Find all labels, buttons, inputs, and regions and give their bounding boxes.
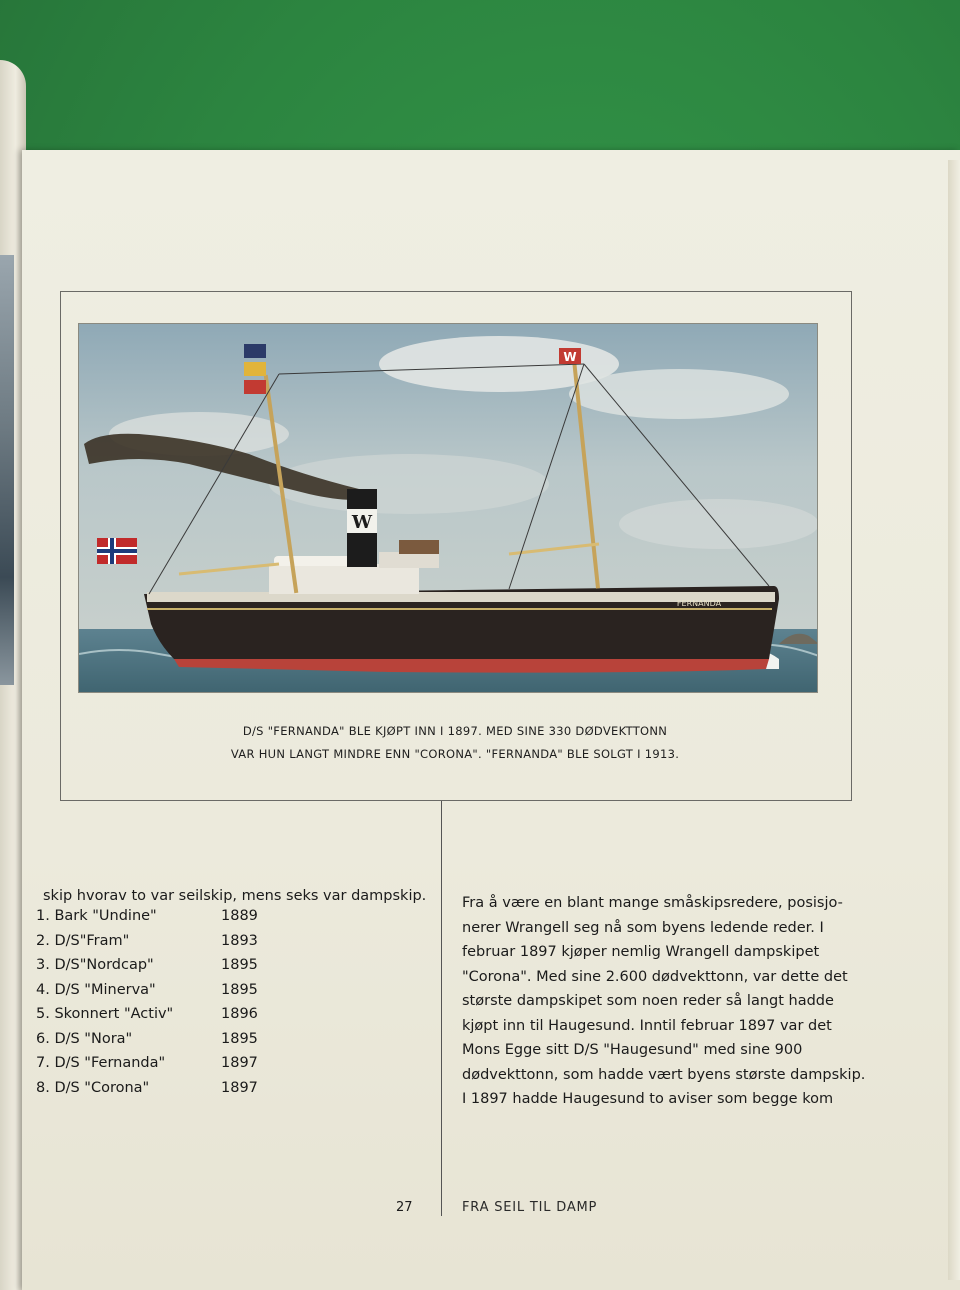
ship-name: 2. D/S"Fram" — [36, 932, 130, 949]
ship-year: 1895 — [221, 981, 258, 998]
paragraph-line: "Corona". Med sine 2.600 dødvekttonn, var dette det — [462, 968, 848, 985]
page-number: 27 — [396, 1200, 413, 1215]
paragraph-line: nerer Wrangell seg nå som byens ledende reder. I — [462, 919, 824, 936]
ship-year: 1896 — [221, 1006, 258, 1022]
ship-year: 1897 — [221, 1079, 258, 1096]
paragraph-line: Mons Egge sitt D/S "Haugesund" med sine 900 — [462, 1042, 803, 1058]
intro-text: skip hvorav to var seilskip, mens seks var dampskip. — [43, 888, 427, 904]
list-item — [36, 932, 423, 958]
signal-flag — [244, 380, 266, 394]
paragraph-line: dødvekttonn, som hadde vært byens største dampskip. — [462, 1066, 866, 1083]
house-flag-letter: W — [563, 350, 577, 364]
sheer-stripe — [147, 608, 772, 610]
running-head: FRA SEIL TIL DAMP — [462, 1200, 598, 1215]
left-column — [36, 888, 427, 1104]
right-column — [462, 891, 892, 1112]
norwegian-ensign — [97, 538, 137, 564]
ship-list — [36, 908, 423, 1104]
paragraph-line: Fra å være en blant mange småskipsredere, posisjo- — [462, 895, 843, 911]
ship-year: 1895 — [221, 1030, 258, 1047]
caption-line-2: VAR HUN LANGT MINDRE ENN "CORONA". "FERNANDA" BLE SOLGT I 1913. — [230, 747, 680, 761]
ship-name: 1. Bark "Undine" — [36, 908, 157, 924]
ship-year: 1895 — [221, 957, 258, 973]
hull-name: FERNANDA — [676, 599, 722, 608]
ship-year: 1889 — [221, 908, 258, 924]
upper-bridge — [379, 552, 439, 568]
paragraph-line: kjøpt inn til Haugesund. Inntil februar 1897 var det — [462, 1017, 832, 1034]
ship-name: 4. D/S "Minerva" — [36, 981, 156, 998]
column-divider — [441, 801, 442, 1216]
list-item — [36, 1030, 423, 1056]
cloud — [569, 369, 789, 419]
funnel-letter: W — [351, 512, 373, 533]
ship-year: 1893 — [221, 932, 258, 949]
cloud — [619, 499, 818, 549]
list-item — [36, 957, 423, 982]
list-item — [36, 1055, 423, 1080]
paragraph-line: I 1897 hadde Haugesund to aviser som begge kom — [462, 1091, 834, 1107]
paragraph-line: februar 1897 kjøper nemlig Wrangell dampskipet — [462, 944, 820, 960]
list-item — [36, 1079, 423, 1105]
ship-name: 3. D/S"Nordcap" — [36, 957, 154, 973]
list-item — [36, 1006, 423, 1031]
ship-name: 7. D/S "Fernanda" — [36, 1055, 166, 1071]
left-page-photo-sliver — [0, 255, 14, 685]
list-item — [36, 908, 423, 933]
page-stack-edge — [948, 160, 960, 1280]
list-item — [36, 981, 423, 1007]
wheelhouse — [399, 540, 439, 554]
figure-caption — [60, 720, 850, 766]
ship-painting — [78, 323, 818, 693]
signal-flag — [244, 362, 266, 376]
ship-name: 5. Skonnert "Activ" — [36, 1006, 174, 1022]
ship-name: 8. D/S "Corona" — [36, 1079, 150, 1096]
ship-year: 1897 — [221, 1055, 258, 1071]
paragraph-line: største dampskipet som noen reder så langt hadde — [462, 993, 834, 1009]
masthead-flag — [244, 344, 266, 358]
caption-line-1: D/S "FERNANDA" BLE KJØPT INN I 1897. MED SINE 330 DØDVEKTTONN — [242, 724, 668, 738]
ship-name: 6. D/S "Nora" — [36, 1030, 133, 1047]
ship-painting-svg — [79, 324, 818, 693]
